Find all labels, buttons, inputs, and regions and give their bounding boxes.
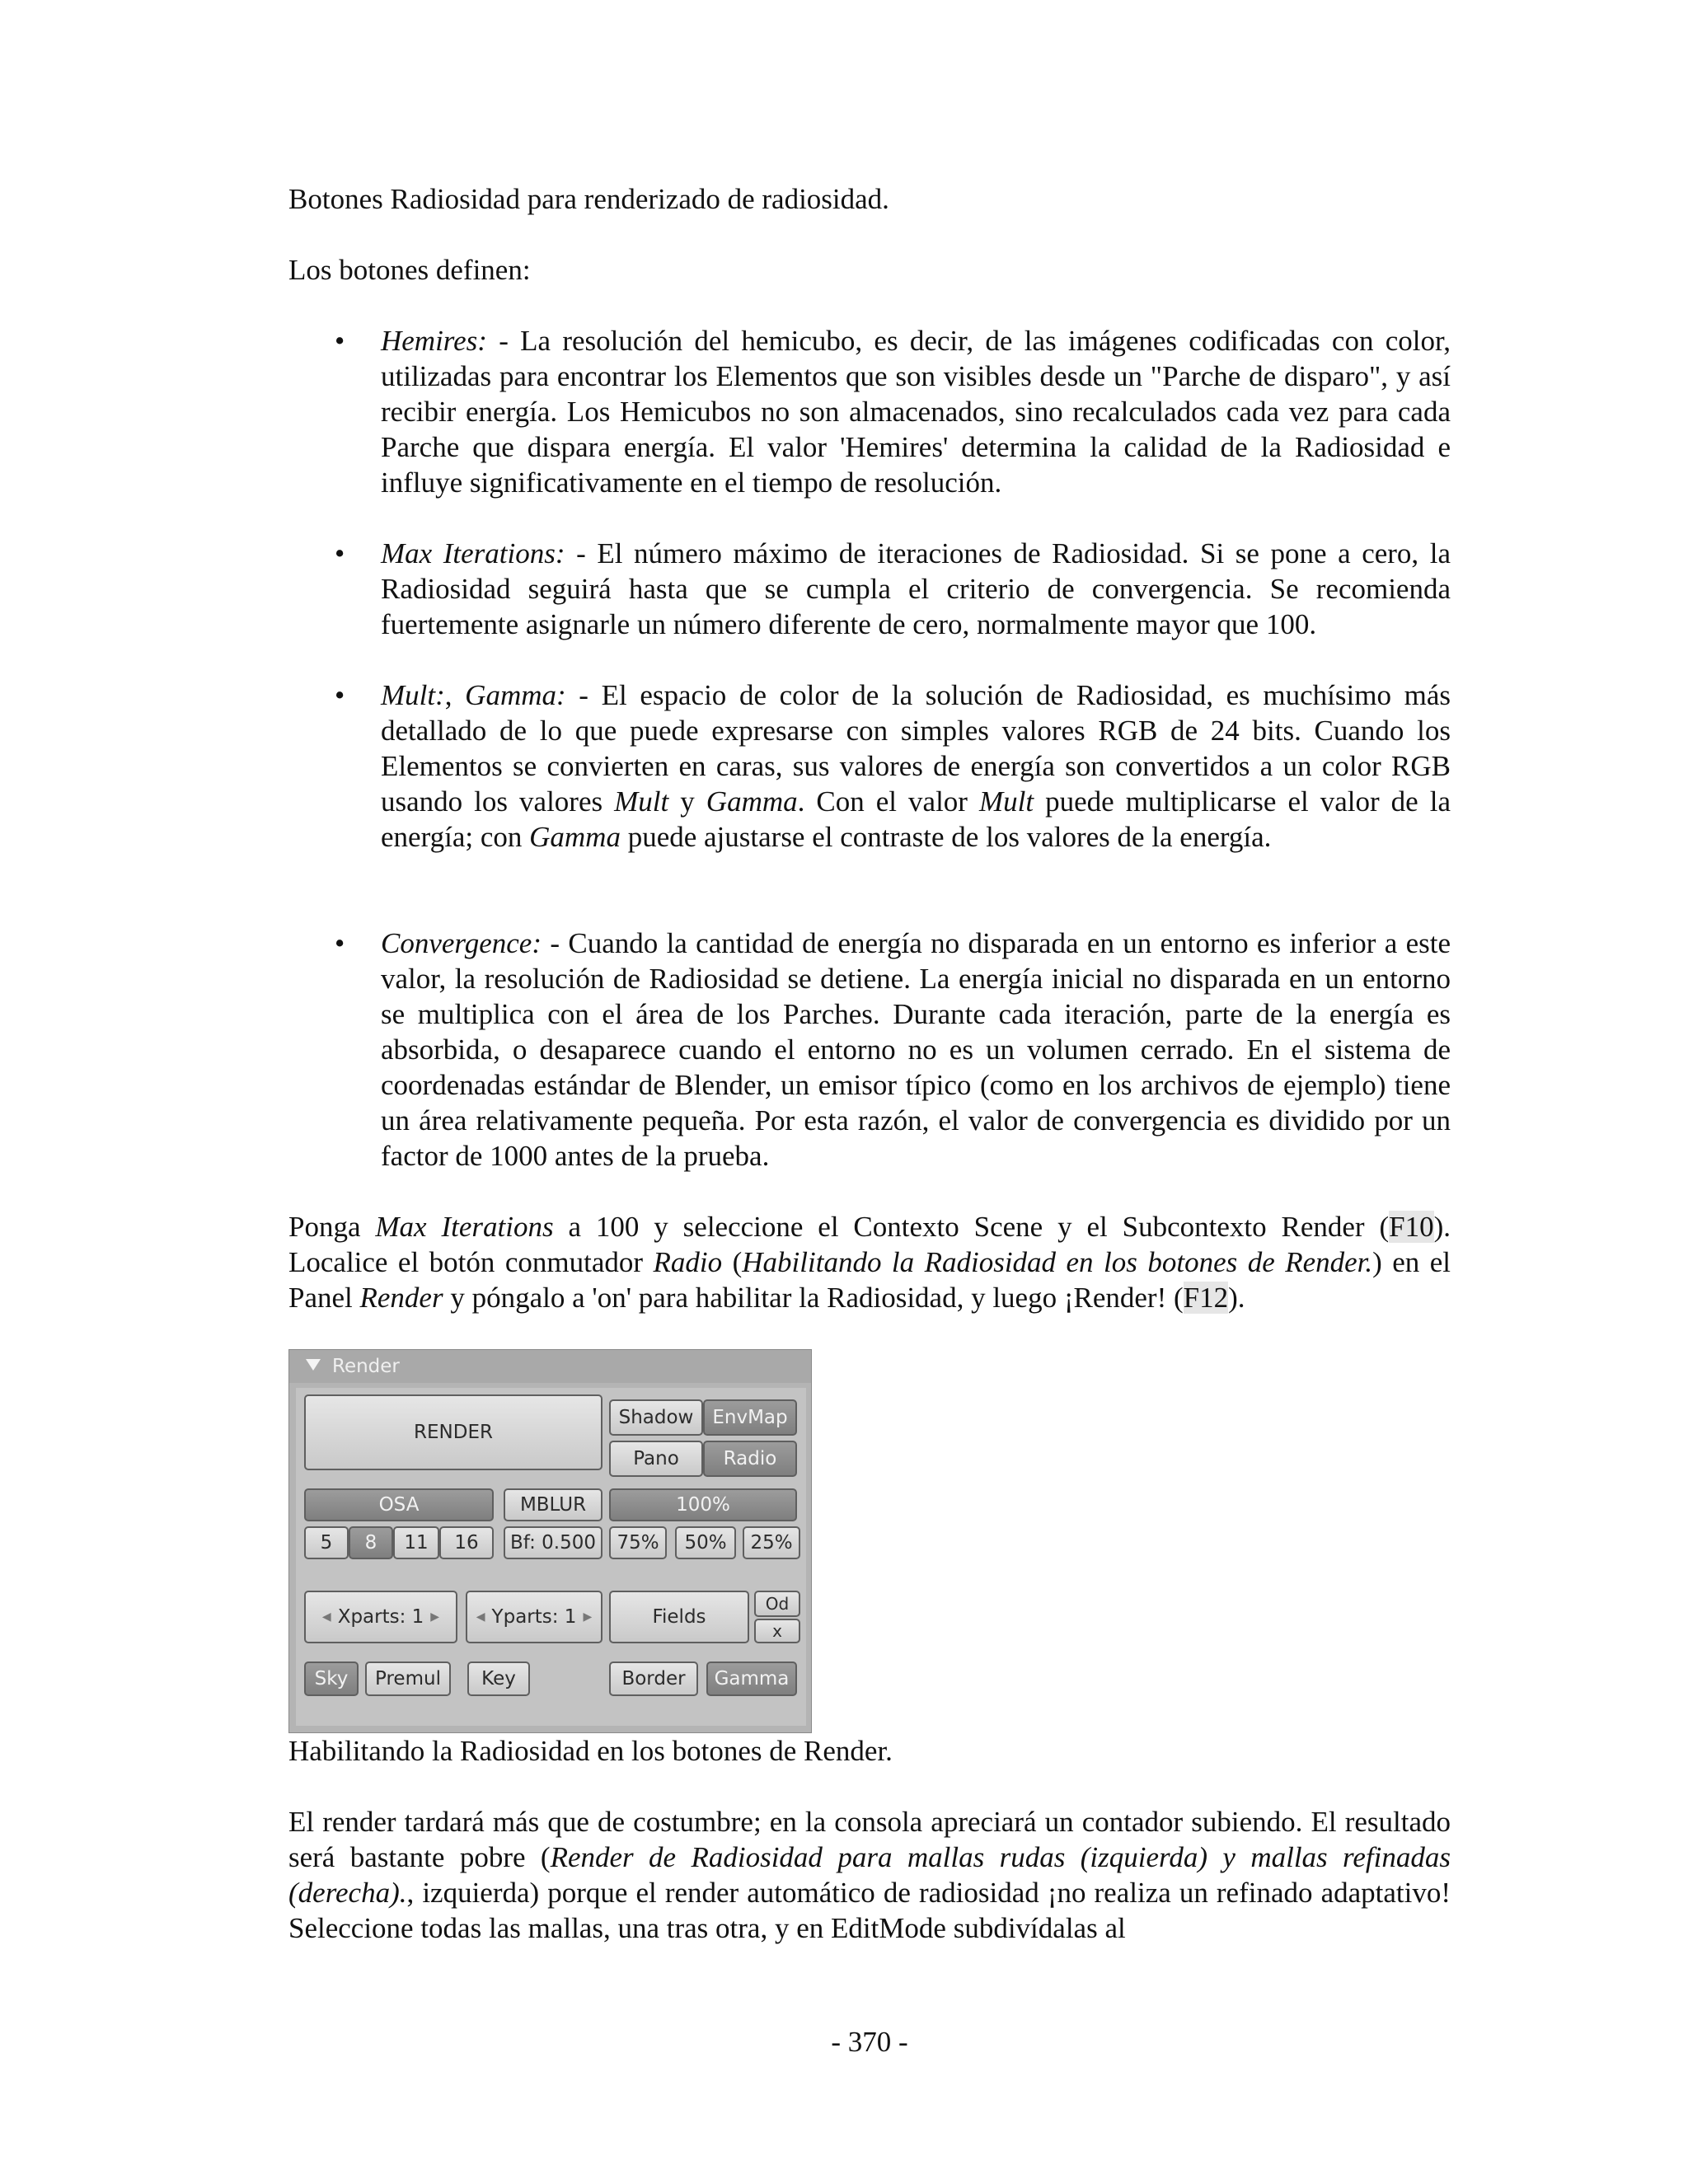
list-item-hemires: [288, 323, 1451, 500]
size-75-button[interactable]: [609, 1526, 667, 1559]
term-convergence: Convergence:: [381, 927, 542, 959]
xparts-label: Xparts: 1: [337, 1606, 424, 1628]
desc-hemires: - La resolución del hemicubo, es decir, de las imágenes codificadas con color, utilizadas para encontrar los Elementos que son visibles desde un "Parche de disparo", y así recibir energía. Los Hemicubos no son almacenados, sino recalculados cada vez para cada Parche que dispara energía. El valor 'Hemires' determina la calidad de la Radiosidad e influye significativamente en el tiempo de resolución.: [381, 325, 1451, 499]
size-100-label: 100%: [676, 1494, 730, 1516]
osa-11-button[interactable]: [393, 1526, 439, 1559]
border-label: Border: [621, 1668, 686, 1690]
render-button-label: RENDER: [414, 1422, 493, 1443]
word-gamma: Gamma: [706, 785, 798, 818]
key-label: Key: [481, 1668, 516, 1690]
radio-label: Radio: [723, 1448, 777, 1469]
fields-label: Fields: [652, 1606, 706, 1628]
desc-mult-gamma-3: puede multiplicarse el valor de la energía; con: [381, 785, 1451, 853]
word-and: y: [668, 785, 706, 818]
osa-5-button[interactable]: [304, 1526, 349, 1559]
osa-16-button[interactable]: [439, 1526, 494, 1559]
text-run: El render tardará más que de costumbre; en la consola apreciará un contador subiendo. El resultado será bastante pobre (: [288, 1806, 1451, 1873]
premul-label: Premul: [375, 1668, 441, 1690]
osa-8-button[interactable]: [349, 1526, 393, 1559]
text-run: ). Localice el botón conmutador: [288, 1211, 1451, 1278]
desc-max-iterations: - El número máximo de iteraciones de Radiosidad. Si se pone a cero, la Radiosidad seguirá hasta que se cumpla el criterio de convergencia. Se recomienda fuertemente asignarle un número diferente de cero, normalmente mayor que 100.: [381, 537, 1451, 640]
sky-label: Sky: [314, 1668, 349, 1690]
envmap-toggle[interactable]: [703, 1399, 797, 1436]
arrow-right-icon[interactable]: ▶: [583, 1610, 593, 1624]
text-run: ).: [1228, 1282, 1245, 1314]
shadow-label: Shadow: [618, 1407, 694, 1428]
osa-16-label: 16: [454, 1532, 479, 1554]
yparts-field[interactable]: [466, 1591, 603, 1643]
yparts-label: Yparts: 1: [491, 1606, 577, 1628]
text-run: (: [722, 1246, 743, 1278]
shadow-toggle[interactable]: [609, 1399, 703, 1436]
panel-header[interactable]: [289, 1350, 811, 1383]
list-item-convergence: [288, 926, 1451, 1174]
word-gamma-2: Gamma: [529, 821, 621, 853]
arrow-left-icon[interactable]: ◀: [321, 1610, 331, 1624]
radio-toggle[interactable]: [703, 1441, 797, 1477]
size-50-button[interactable]: [675, 1526, 736, 1559]
text-run: Ponga: [288, 1211, 376, 1243]
paragraph-render-result: [288, 1804, 1451, 1946]
osa-5-label: 5: [320, 1532, 333, 1554]
term-max-iterations: Max Iterations:: [381, 537, 565, 569]
desc-mult-gamma-4: puede ajustarse el contraste de los valores de la energía.: [620, 821, 1272, 853]
gamma-label: Gamma: [714, 1668, 790, 1690]
list-item-mult-gamma: [288, 677, 1451, 855]
size-75-label: 75%: [617, 1532, 659, 1554]
text-run: a 100 y seleccione el Contexto Scene y el Subcontexto Render (: [553, 1211, 1390, 1243]
premul-toggle[interactable]: [365, 1661, 451, 1696]
osa-8-label: 8: [364, 1532, 377, 1554]
osa-toggle[interactable]: [304, 1488, 494, 1521]
osa-11-label: 11: [404, 1532, 429, 1554]
odd-toggle[interactable]: [754, 1591, 800, 1617]
list-item-max-iterations: [288, 536, 1451, 642]
desc-convergence: - Cuando la cantidad de energía no disparada en un entorno es inferior a este valor, la resolución de Radiosidad se detiene. La energía inicial no disparada en un entorno se multiplica con el área de los Parches. Durante cada iteración, parte de la energía es absorbida, o desaparece cuando el entorno no es un volumen cerrado. En el sistema de coordenadas estándar de Blender, un emisor típico (como en los archivos de ejemplo) tiene un área relativamente pequeña. Por esta razón, el valor de convergencia es dividido por un factor de 1000 antes de la prueba.: [381, 927, 1451, 1172]
pano-toggle[interactable]: [609, 1441, 703, 1477]
term-hemires: Hemires:: [381, 325, 487, 357]
fields-toggle[interactable]: [609, 1591, 749, 1643]
italic-figure-reference: Render de Radiosidad para mallas rudas (izquierda) y mallas refinadas (derecha).: [288, 1841, 1451, 1909]
osa-label: OSA: [378, 1494, 420, 1516]
word-mult: Mult: [614, 785, 669, 818]
bullet: •: [335, 325, 345, 357]
render-button[interactable]: [304, 1394, 603, 1470]
sky-toggle[interactable]: [304, 1661, 359, 1696]
defines-label: Los botones definen:: [288, 254, 531, 286]
figure-caption: Habilitando la Radiosidad en los botones de Render.: [288, 1735, 893, 1767]
size-25-label: 25%: [750, 1532, 793, 1554]
italic-figure-reference: Habilitando la Radiosidad en los botones de Render.: [742, 1246, 1373, 1278]
envmap-label: EnvMap: [712, 1407, 788, 1428]
italic-max-iterations: Max Iterations: [375, 1211, 554, 1243]
size-50-label: 50%: [684, 1532, 727, 1554]
blur-factor-label: Bf: 0.500: [510, 1532, 596, 1554]
intro-heading: Botones Radiosidad para renderizado de radiosidad.: [288, 183, 889, 215]
panel-title: Render: [332, 1356, 400, 1377]
desc-mult-gamma-2: . Con el valor: [797, 785, 979, 818]
desc-mult-gamma-1: - El espacio de color de la solución de Radiosidad, es muchísimo más detallado de lo que puede expresarse con simples valores RGB de 24 bits. Cuando los Elementos se convierten en caras, sus valores de energía son convertidos a un color RGB usando los valores: [381, 679, 1451, 818]
bullet: •: [335, 927, 345, 959]
text-run: , izquierda) porque el render automático de radiosidad ¡no realiza un refinado adaptativo! Seleccione todas las mallas, una tras otra, y en EditMode subdivídalas al: [288, 1877, 1451, 1944]
x-label: x: [772, 1621, 782, 1641]
term-mult: Mult:: [381, 679, 445, 711]
term-gamma: Gamma:: [465, 679, 566, 711]
size-100-toggle[interactable]: [609, 1488, 797, 1521]
xparts-field[interactable]: [304, 1591, 457, 1643]
page-number: - 370 -: [831, 2026, 908, 2058]
paragraph-render-instructions: [288, 1209, 1451, 1315]
gamma-toggle[interactable]: [706, 1661, 797, 1696]
mblur-label: MBLUR: [519, 1494, 587, 1516]
bullet: •: [335, 679, 345, 711]
italic-render: Render: [359, 1282, 443, 1314]
text-run: ) en el Panel: [288, 1246, 1451, 1314]
render-panel: [288, 1349, 812, 1733]
key-f12: F12: [1183, 1282, 1229, 1314]
term-sep: ,: [444, 679, 466, 711]
word-mult-2: Mult: [978, 785, 1034, 818]
arrow-left-icon[interactable]: ◀: [476, 1610, 485, 1624]
italic-radio: Radio: [653, 1246, 723, 1278]
triangle-down-icon[interactable]: [306, 1359, 321, 1371]
bullet: •: [335, 537, 345, 569]
arrow-right-icon[interactable]: ▶: [430, 1610, 440, 1624]
key-toggle[interactable]: [467, 1661, 530, 1696]
pano-label: Pano: [633, 1448, 679, 1469]
odd-label: Od: [765, 1594, 790, 1614]
blur-factor-field[interactable]: [504, 1526, 603, 1559]
panel-body: [296, 1388, 806, 1726]
size-25-button[interactable]: [743, 1526, 800, 1559]
text-run: y póngalo a 'on' para habilitar la Radiosidad, y luego ¡Render! (: [443, 1282, 1184, 1314]
x-toggle[interactable]: [754, 1619, 800, 1643]
mblur-toggle[interactable]: [504, 1488, 603, 1521]
border-toggle[interactable]: [609, 1661, 698, 1696]
key-f10: F10: [1389, 1211, 1434, 1243]
